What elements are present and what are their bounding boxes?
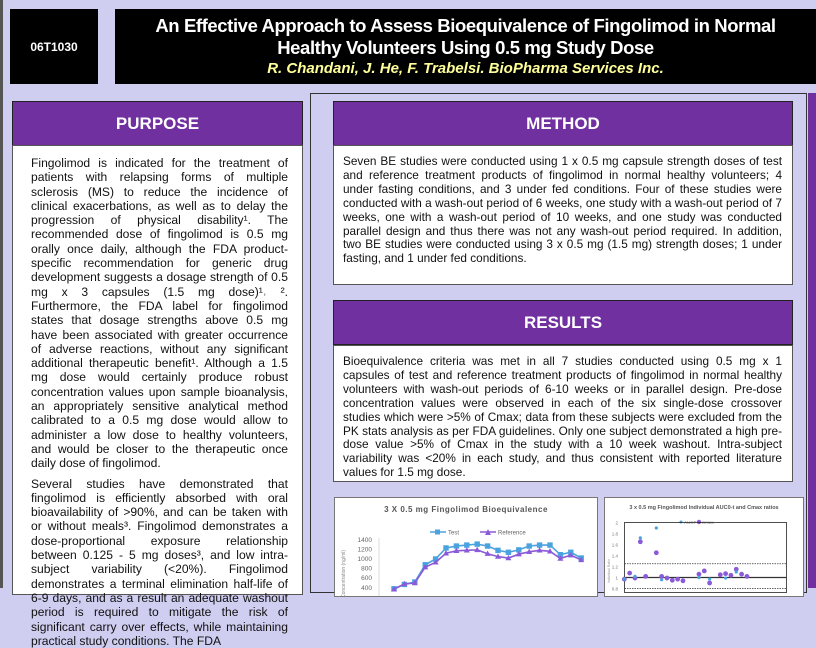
poster-authors: R. Chandani, J. He, F. Trabelsi. BioPharma Services Inc. (267, 60, 664, 77)
cmax-point (707, 581, 712, 586)
chart2-title: 3 x 0.5 mg Fingolimod Individual AUC0-t and Cmax ratios (629, 505, 779, 511)
title-banner (115, 9, 816, 84)
cmax-point (718, 572, 723, 577)
y-tick-label: 0.8 (611, 586, 618, 592)
y-tick-label: 1000 (357, 556, 372, 563)
poster-title-line2: Healthy Volunteers Using 0.5 mg Study Dose (277, 37, 654, 58)
y-tick-label: 1200 (357, 546, 372, 554)
purpose-paragraph-1: Fingolimod is indicated for the treatment of patients with relapsing forms of multiple sclerosis (MS) to reduce the incidence of clinical exacerbations, as well as to delay the progression of physical disability¹. The recommended dose of fingolimod is 0.5 mg orally once daily, although the FDA product-specific recommendation for generic drug development suggests a dosage strength of 0.5 mg x 3 capsules (1.5 mg dose)¹˒ ². Furthermore, the FDA label for fingolimod states that dosage strengths above 0.5 mg have been associated with greater occurrence of adverse reactions, without any significant additional therapeutic benefit¹. Although a 1.5 mg dose would certainly produce robust concentration values upon sample bioanalysis, an appropriately sensitive analytical method calibrated to a 0.5 mg dose would allow to administer a low dose to healthy volunteers, and would be closer to the therapeutic once daily dose of fingolimod. (31, 156, 288, 471)
purpose-panel (12, 145, 303, 648)
y-tick-label: 800 (361, 565, 372, 573)
window-edge (0, 0, 3, 588)
cmax-point (675, 577, 680, 582)
auct-point (623, 578, 626, 581)
cmax-point (659, 574, 664, 579)
test-point (485, 543, 490, 548)
test-point (495, 548, 500, 553)
y-tick-label: 1.2 (611, 564, 618, 570)
purpose-heading: PURPOSE (12, 101, 303, 146)
poster-title-line1: An Effective Approach to Assess Bioequivalence of Fingolimod in Normal (155, 15, 776, 36)
test-point (506, 550, 511, 555)
poster-id: 06T1030 (10, 9, 98, 84)
legend-marker-cmax (697, 520, 701, 524)
cmax-point (627, 571, 632, 576)
legend-label: AUCT (684, 520, 697, 525)
legend-label: Test (448, 530, 460, 537)
legend-marker (435, 530, 440, 535)
y-tick-label: 1.4 (611, 553, 618, 559)
method-heading: METHOD (333, 101, 793, 146)
test-point (527, 543, 532, 548)
results-heading: RESULTS (333, 300, 793, 345)
chart1-plot (335, 498, 598, 597)
y-axis-label: Concentration (ng/ml) (341, 549, 347, 598)
cmax-point (739, 572, 744, 577)
test-point (547, 542, 552, 547)
cmax-point (745, 574, 750, 579)
cmax-point (697, 572, 702, 577)
y-tick-label: 600 (361, 575, 372, 583)
y-tick-label: 1 (615, 575, 618, 581)
cmax-point (643, 574, 648, 579)
bioequivalence-line-chart (334, 497, 598, 597)
cmax-point (681, 578, 686, 583)
right-column-edge (808, 93, 816, 588)
legend-label: Reference (498, 530, 526, 537)
cmax-point (638, 539, 643, 544)
y-tick-label: 1400 (357, 536, 372, 544)
plot-area (625, 523, 787, 593)
y-tick-label: 2 (615, 520, 618, 526)
auct-point (639, 536, 642, 539)
auct-point (655, 526, 658, 529)
auct-point (660, 578, 663, 581)
individual-ratio-scatter-chart (604, 497, 804, 597)
y-tick-label: 1.6 (611, 542, 618, 548)
chart1-title: 3 X 0.5 mg Fingolimod Bioequivalence (384, 505, 548, 514)
cmax-point (665, 576, 670, 581)
cmax-point (670, 578, 675, 583)
test-point (537, 542, 542, 547)
legend-marker-auct (680, 521, 683, 524)
auct-point (735, 570, 738, 573)
auct-point (697, 576, 700, 579)
test-point (464, 542, 469, 547)
auct-point (708, 578, 711, 581)
auct-point (724, 576, 727, 579)
y-axis-label: Individual Ratio (607, 559, 611, 583)
results-panel (333, 345, 793, 482)
method-text: Seven BE studies were conducted using 1 x 0.5 mg capsule strength doses of test and reference treatment products of fingolimod in normal healthy volunteers; 4 under fasting conditions, and 3 under fed conditions. Four of these studies were conducted with a wash-out period of 6 weeks, one study with a wash-out period of 7 weeks, one with a wash-out period of 10 weeks, and one study was conducted parallel design and thus there was not any wash-out period required. In addition, two BE studies were conducted using 3 x 0.5 mg (1.5 mg) strength doses; 1 under fasting, and 1 under fed conditions. (343, 154, 782, 266)
test-point (443, 545, 448, 550)
cmax-point (723, 571, 728, 576)
cmax-point (729, 573, 734, 578)
auct-point (633, 575, 636, 578)
cmax-point (702, 569, 707, 574)
y-tick-label: 1.8 (611, 531, 618, 537)
chart2-plot (605, 498, 804, 597)
test-point (475, 541, 480, 546)
results-text: Bioequivalence criteria was met in all 7 studies conducted using 0.5 mg x 1 capsules of test and reference treatment products of fingolimod in normal healthy volunteers with wash-out periods of 6-10 weeks or in parallel design. Pre-dose concentration values were observed in each of the six single-dose crossover studies which were >5% of Cmax; data from these subjects were excluded from the PK stats analysis as per FDA guidelines. Only one subject demonstrated a high pre-dose value >5% of Cmax in the study with a 10 week washout. Intra-subject variability was <20% in each study, and thus consistent with reported literature values for 1.5 mg dose. (343, 354, 782, 480)
purpose-paragraph-2: Several studies have demonstrated that fingolimod is efficiently absorbed with oral bioavailability of >90%, and can be taken with or without meals³. Fingolimod demonstrates a dose-proportional exposure relationship between 0.125 - 5 mg doses³, and low intra-subject variability (<20%). Fingolimod demonstrates a terminal elimination half-life of 6-9 days, and as a result an adequate washout period is required to mitigate the risk of significant carry over effects, while maintaining practical study conditions. The FDA (31, 476, 288, 648)
legend-label: Cmax (702, 520, 714, 525)
y-tick-label: 400 (361, 584, 372, 592)
cmax-point (654, 550, 659, 555)
method-panel (333, 145, 793, 285)
